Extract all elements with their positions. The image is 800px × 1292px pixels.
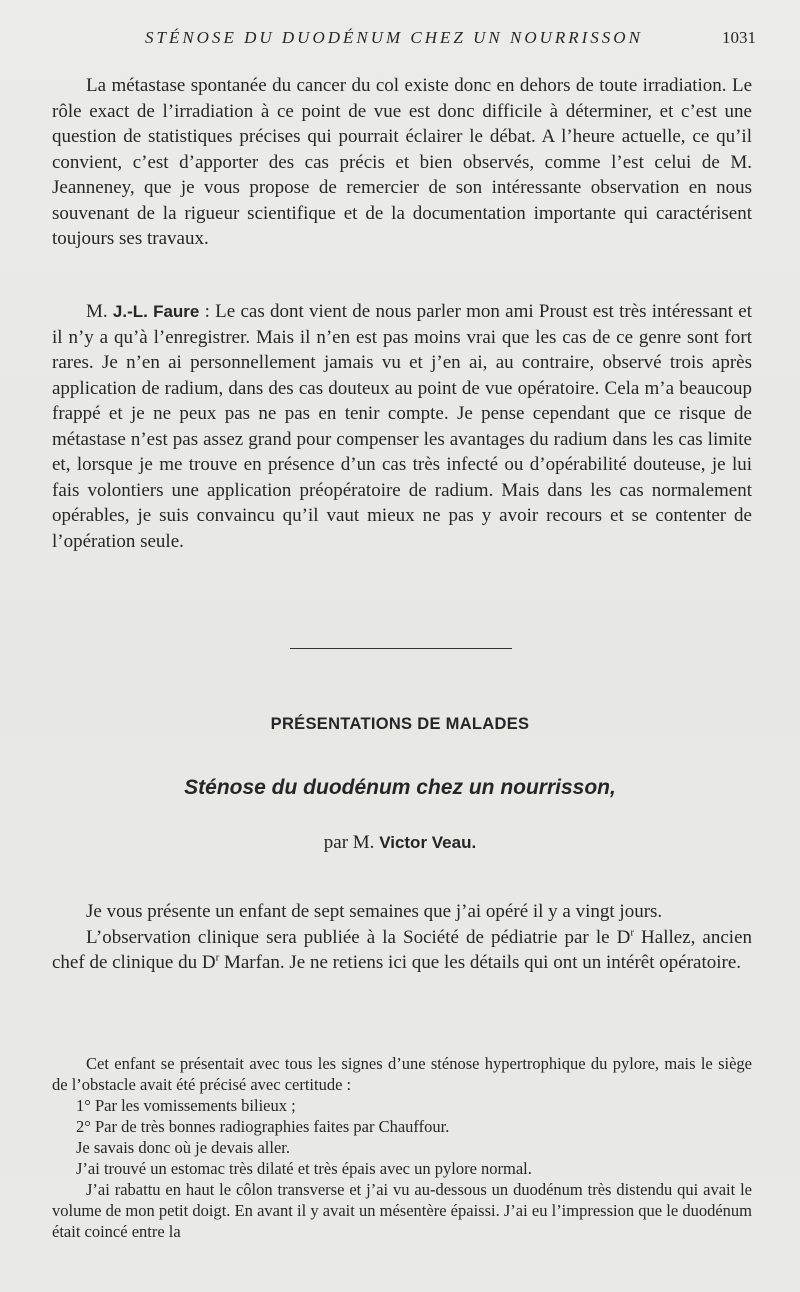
- case-item-2: 2° Par de très bonnes radiographies faites par Chauffour.: [76, 1117, 450, 1136]
- case-description: [52, 1053, 752, 1242]
- byline: [0, 832, 800, 854]
- case-item-1: 1° Par les vomissements bilieux ;: [76, 1096, 296, 1115]
- case-intro: Cet enfant se présentait avec tous les signes d’une sténose hypertrophique du pylore, mais le siège de l’obstacle avait été précisé avec certitude :: [52, 1054, 752, 1094]
- paragraph-text: La métastase spontanée du cancer du col existe donc en dehors de toute irradiation. Le rôle exact de l’irradiation à ce point de vue est donc difficile à déterminer, et c’est une question de statistiques précises qui pourrait éclairer le débat. A l’heure actuelle, ce qu’il convient, c’est d’apporter des cas précis et bien observés, comme l’est celui de M. Jeanneney, que je vous propose de remercier de son intéressante observation en nous souvenant de la rigueur scientifique et de la documentation importante qui caractérisent toujours ses travaux.: [52, 75, 752, 249]
- speaker-separator: :: [199, 301, 216, 322]
- intro-text-part-2: Hallez, ancien chef de clinique du D: [52, 926, 752, 973]
- speaker-paragraph: [52, 299, 752, 554]
- running-title: STÉNOSE DU DUODÉNUM CHEZ UN NOURRISSON: [145, 28, 643, 47]
- intro-text-part-3: Marfan. Je ne retiens ici que les détails qui ont un intérêt opératoire.: [219, 952, 742, 973]
- speaker-name: J.-L. Faure: [112, 302, 200, 321]
- intro-paragraph-1: Je vous présente un enfant de sept semaines que j’ai opéré il y a vingt jours.: [86, 901, 663, 922]
- discussion-paragraph-1: [52, 73, 752, 252]
- section-heading: PRÉSENTATIONS DE MALADES: [270, 715, 530, 733]
- article-intro: [52, 899, 752, 976]
- page-number: 1031: [722, 28, 756, 47]
- title-abbrev-sup: r: [215, 951, 220, 964]
- case-line-1: Je savais donc où je devais aller.: [76, 1138, 290, 1157]
- byline-author: Victor Veau.: [379, 833, 477, 852]
- intro-paragraph-2: [52, 925, 752, 976]
- byline-prefix: par M.: [323, 832, 380, 853]
- section-divider: [290, 648, 512, 649]
- running-head: [0, 28, 800, 52]
- case-line-3: J’ai rabattu en haut le côlon transverse et j’ai vu au-dessous un duodénum très distendu qui avait le volume de mon petit doigt. En avant il y avait un mésentère épaissi. J’ai eu l’impression que le duodénum était coincé entre la: [52, 1180, 752, 1241]
- paragraph-text: Le cas dont vient de nous parler mon ami Proust est très intéressant et il n’y a qu’à l’enregistrer. Mais il n’en est pas moins vrai que les cas de ce genre sont fort rares. Je n’en ai personnellement jamais vu et j’en ai, au contraire, observé trois après application de radium, dans des cas douteux au point de vue opératoire. Cela m’a beaucoup frappé et je ne peux pas ne pas en tenir compte. Je pense cependant que ce risque de métastase n’est pas assez grand pour compenser les avantages du radium dans les cas limite et, lorsque je me trouve en présence d’un cas très infecté ou d’opérabilité douteuse, je lui fais volontiers une application préopératoire de radium. Mais dans les cas normalement opérables, je suis convaincu qu’il vaut mieux ne pas y avoir recours et se contenter de l’opération seule.: [52, 301, 752, 552]
- intro-text-part-1: L’observation clinique sera publiée à la Société de pédiatrie par le D: [86, 926, 631, 948]
- title-abbrev-sup: r: [630, 926, 634, 939]
- case-line-2: J’ai trouvé un estomac très dilaté et très épais avec un pylore normal.: [76, 1159, 532, 1178]
- discussion-paragraph-2: [52, 299, 752, 554]
- speaker-prefix: M.: [86, 301, 113, 322]
- article-title: Sténose du duodénum chez un nourrisson,: [184, 776, 616, 799]
